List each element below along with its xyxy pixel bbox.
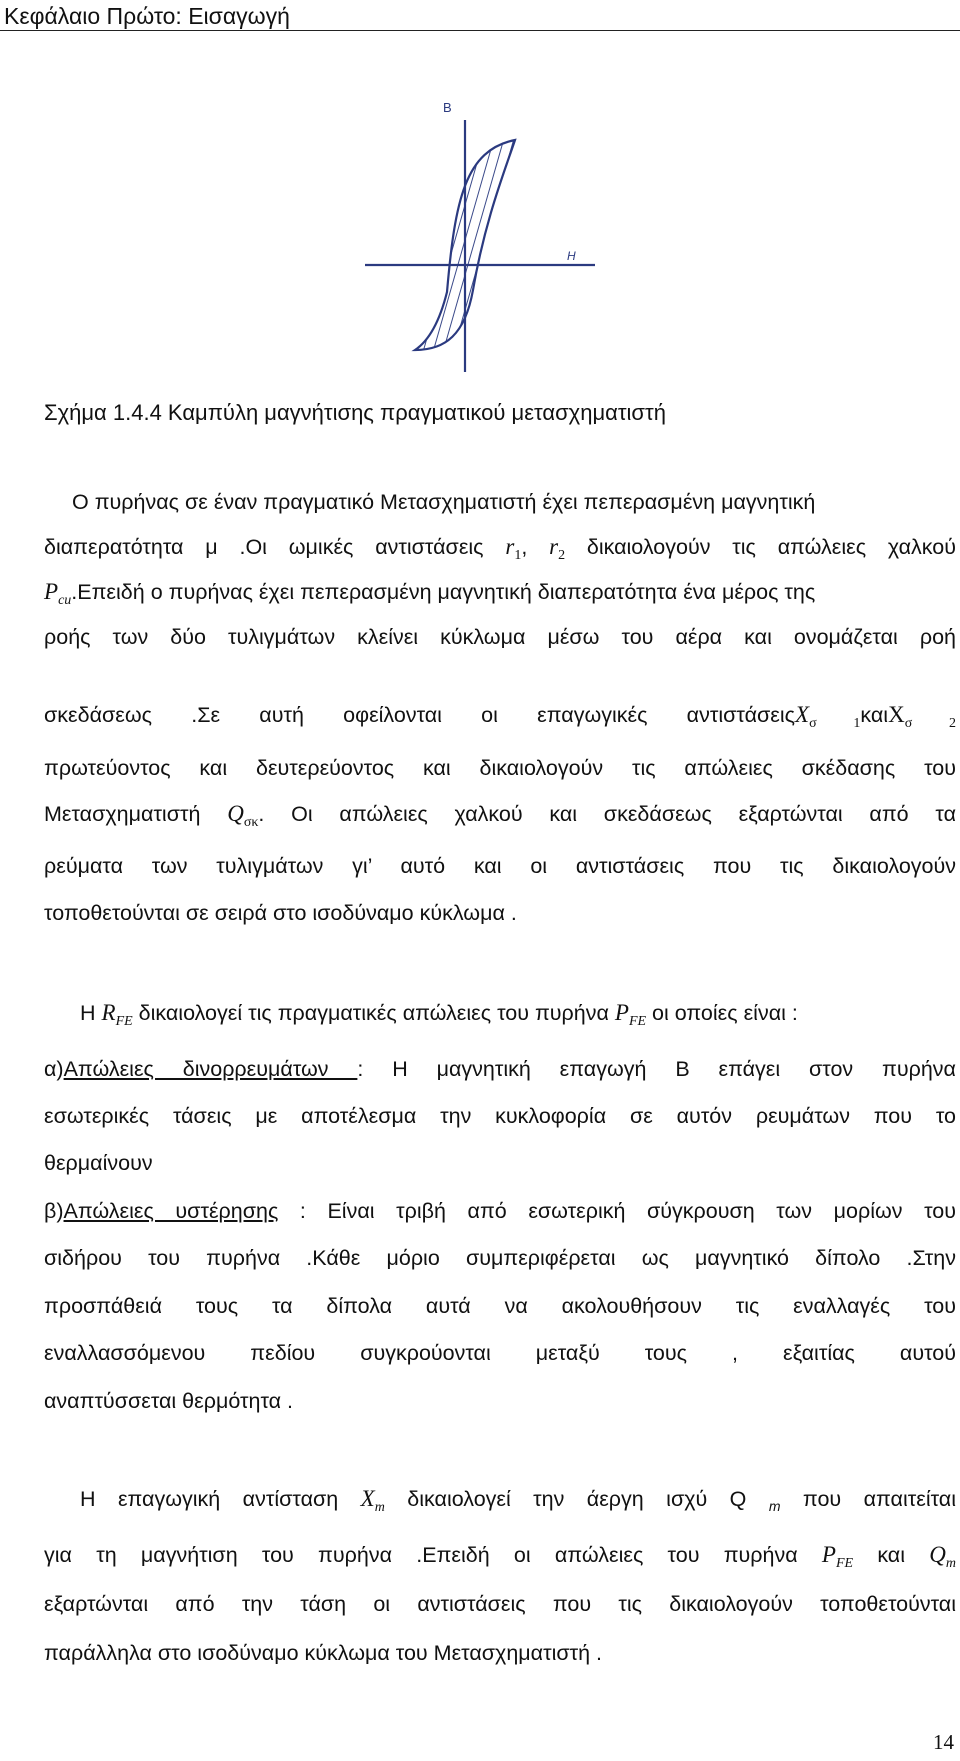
p2-line-1	[80, 998, 956, 1037]
text: ρεύματα των τυλιγμάτων γι’ αυτό και οι αντιστάσεις που τις δικαιολογούν	[44, 854, 956, 878]
text: . Οι απώλειες χαλκού και σκεδάσεως εξαρτώνται από τα	[258, 802, 957, 826]
text: εσωτερικές τάσεις με αποτέλεσμα την κυκλοφορία σε αυτόν ρευμάτων που το	[44, 1104, 956, 1128]
text: : Η μαγνητική επαγωγή Β επάγει στον πυρήνα	[357, 1057, 956, 1081]
sub: cu	[58, 593, 72, 608]
sym: R	[101, 1000, 116, 1025]
sym: r	[505, 534, 515, 559]
text: σκεδάσεως .Σε αυτή οφείλονται οι επαγωγικές αντιστάσεις	[44, 703, 796, 727]
sub: σκ	[243, 815, 259, 830]
text: που απαιτείται	[780, 1487, 956, 1511]
text: .Επειδή ο πυρήνας έχει πεπερασμένη μαγνητική διαπερατότητα ένα μέρος της	[71, 580, 816, 604]
p2-line-b2	[44, 1243, 956, 1273]
p1-line-4	[44, 622, 956, 652]
figure-caption: Σχήμα 1.4.4 Καμπύλη μαγνήτισης πραγματικού μετασχηματιστή	[44, 400, 666, 425]
sub: m	[945, 1556, 957, 1571]
text: εξαρτώνται από την τάση οι αντιστάσεις που τις δικαιολογούν τοποθετούνται	[44, 1592, 956, 1616]
math-qm	[929, 1542, 957, 1571]
heading-hysteresis-losses: Απώλειες υστέρησης	[63, 1199, 279, 1223]
hatch-lines	[385, 100, 555, 380]
hysteresis-figure	[355, 100, 605, 380]
math-qsk	[227, 801, 259, 830]
math-xs1	[795, 702, 861, 731]
text: και	[860, 703, 889, 727]
math-pfe	[614, 1000, 647, 1029]
page-number: 14	[933, 1730, 954, 1754]
p1-line-3	[44, 577, 956, 616]
p2-line-b5	[44, 1386, 956, 1416]
text: οι οποίες είναι :	[646, 1001, 798, 1025]
p2-line-a3	[44, 1148, 956, 1178]
sym: X	[360, 1486, 375, 1511]
text: θερμαίνουν	[44, 1151, 153, 1175]
text: προσπάθειά τους τα δίπολα αυτά να ακολουθήσουν τις εναλλαγές του	[44, 1294, 956, 1318]
sub: FE	[115, 1014, 133, 1029]
text: δικαιολογούν τις απώλειες χαλκού	[565, 535, 957, 559]
sym: P	[44, 579, 59, 604]
sym: r	[549, 534, 559, 559]
text: Η επαγωγική αντίσταση	[80, 1487, 361, 1511]
text: δικαιολογεί τις πραγματικές απώλειες του πυρήνα	[132, 1001, 615, 1025]
text: Μετασχηματιστή	[44, 802, 228, 826]
math-r2	[549, 534, 566, 563]
math-xm	[360, 1486, 385, 1515]
text: : Είναι τριβή από εσωτερική σύγκρουση των μορίων του	[278, 1199, 956, 1223]
sub: 2	[558, 548, 566, 563]
p3-line-1	[80, 1484, 956, 1523]
sym: X	[888, 702, 905, 727]
text: εναλλασσόμενου πεδίου συγκρούονται μεταξύ τους , εξαιτίας αυτού	[44, 1341, 956, 1365]
sym: Q	[227, 801, 244, 826]
text: παράλληλα στο ισοδύναμο κύκλωμα του Μετασχηματιστή .	[44, 1641, 603, 1665]
sym: P	[821, 1542, 836, 1567]
text: σιδήρου του πυρήνα .Κάθε μόριο συμπεριφέρεται ως μαγνητικό δίπολο .Στην	[44, 1246, 956, 1270]
text: α)	[44, 1057, 64, 1081]
text: πρωτεύοντος και δευτερεύοντος και δικαιολογούν τις απώλειες σκέδασης του	[44, 756, 956, 780]
math-xs2	[888, 702, 957, 731]
math-r1	[505, 534, 522, 563]
p3-line-4	[44, 1638, 956, 1668]
text: διαπερατότητα μ .Οι ωμικές αντιστάσεις	[44, 535, 506, 559]
text: για τη μαγνήτιση του πυρήνα .Επειδή οι απώλειες του πυρήνα	[44, 1543, 822, 1567]
sub-m: m	[768, 1498, 781, 1514]
p1-line-2	[44, 532, 956, 571]
p2-line-a2	[44, 1101, 956, 1131]
text: β)	[44, 1199, 64, 1223]
sep: ,	[521, 535, 550, 559]
p2-line-b4	[44, 1338, 956, 1368]
math-rfe	[101, 1000, 133, 1029]
text: και	[853, 1543, 930, 1567]
heading-eddy-losses: Απώλειες δινορρευμάτων	[63, 1057, 358, 1081]
p1-line-7	[44, 799, 956, 838]
text: δικαιολογεί την άεργη ισχύ Q	[384, 1487, 769, 1511]
sym: P	[614, 1000, 629, 1025]
p2-line-b1	[44, 1196, 956, 1226]
axis-label-h: H	[567, 249, 576, 263]
p3-line-2	[44, 1540, 956, 1579]
p1-line-5	[44, 700, 956, 739]
header-rule	[0, 30, 960, 31]
sub: 1	[514, 548, 522, 563]
sub: σ 1	[809, 716, 861, 731]
sub: FE	[835, 1556, 854, 1571]
sym: Q	[929, 1542, 946, 1567]
sub: FE	[628, 1014, 647, 1029]
text: αναπτύσσεται θερμότητα .	[44, 1389, 294, 1413]
sym: X	[795, 702, 810, 727]
p1-line-9	[44, 898, 956, 928]
page-header: Κεφάλαιο Πρώτο: Εισαγωγή	[4, 3, 290, 29]
p1-line-6	[44, 753, 956, 783]
sub: σ 2	[904, 716, 957, 731]
p1-line-8	[44, 851, 956, 881]
math-pcu	[44, 579, 72, 608]
text: ροής των δύο τυλιγμάτων κλείνει κύκλωμα μέσω του αέρα και ονομάζεται ροή	[44, 625, 956, 649]
text: Ο πυρήνας σε έναν πραγματικό Μετασχηματιστή έχει πεπερασμένη μαγνητική	[72, 490, 816, 514]
p3-line-3	[44, 1589, 956, 1619]
axis-label-b: B	[443, 100, 452, 115]
sub: m	[374, 1500, 385, 1515]
p2-line-a1	[44, 1054, 956, 1084]
p2-line-b3	[44, 1291, 956, 1321]
p1-line-1	[72, 487, 956, 517]
math-pfe	[821, 1542, 854, 1571]
text: τοποθετούνται σε σειρά στο ισοδύναμο κύκλωμα .	[44, 901, 517, 925]
text: Η	[80, 1001, 102, 1025]
